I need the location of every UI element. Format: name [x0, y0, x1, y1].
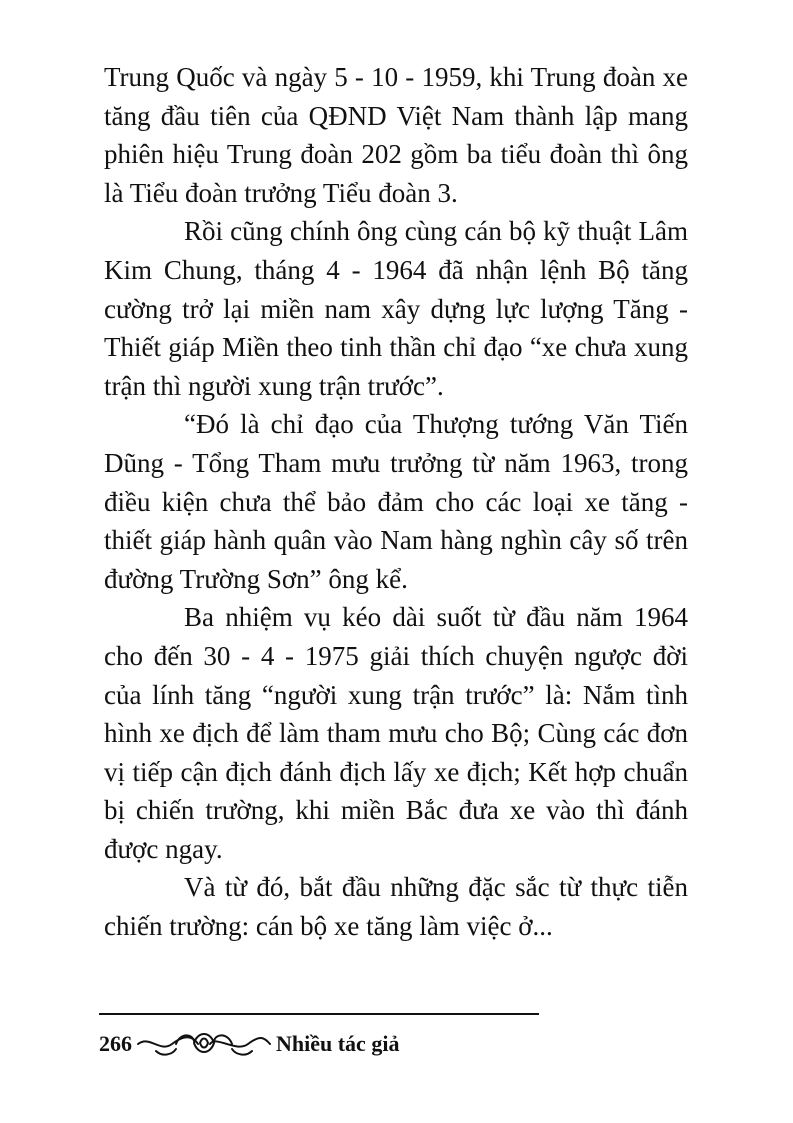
footer-divider [99, 1013, 539, 1015]
page-number: 266 [99, 1031, 132, 1056]
footer-author: Nhiều tác giả [276, 1031, 400, 1056]
page-footer [99, 1026, 399, 1062]
paragraph-4: Ba nhiệm vụ kéo dài suốt từ đầu năm 1964 cho đến 30 - 4 - 1975 giải thích chuyện ngược đời của lính tăng “người xung trận trước” là: Nắm tình hình xe địch để làm tham mưu cho Bộ; Cùng các đơn vị tiếp cận địch đánh địch lấy xe địch; Kết hợp chuẩn bị chiến trường, khi miền Bắc đưa xe vào thì đánh được ngay. [104, 602, 688, 864]
paragraph-5: Và từ đó, bắt đầu những đặc sắc từ thực tiễn chiến trường: cán bộ xe tăng làm việc ở... [104, 872, 688, 942]
paragraph-2: Rồi cũng chính ông cùng cán bộ kỹ thuật Lâm Kim Chung, tháng 4 - 1964 đã nhận lệnh Bộ tăng cường trở lại miền nam xây dựng lực lượng Tăng - Thiết giáp Miền theo tinh thần chỉ đạo “xe chưa xung trận thì người xung trận trước”. [104, 216, 688, 401]
floral-ornament-icon [136, 1029, 272, 1059]
paragraph-1: Trung Quốc và ngày 5 - 10 - 1959, khi Trung đoàn xe tăng đầu tiên của QĐND Việt Nam thành lập mang phiên hiệu Trung đoàn 202 gồm ba tiểu đoàn thì ông là Tiểu đoàn trưởng Tiểu đoàn 3. [104, 62, 688, 208]
page-body [104, 58, 688, 946]
paragraph-3: “Đó là chỉ đạo của Thượng tướng Văn Tiến Dũng - Tổng Tham mưu trưởng từ năm 1963, trong điều kiện chưa thể bảo đảm cho các loại xe tăng - thiết giáp hành quân vào Nam hàng nghìn cây số trên đường Trường Sơn” ông kể. [104, 409, 688, 594]
